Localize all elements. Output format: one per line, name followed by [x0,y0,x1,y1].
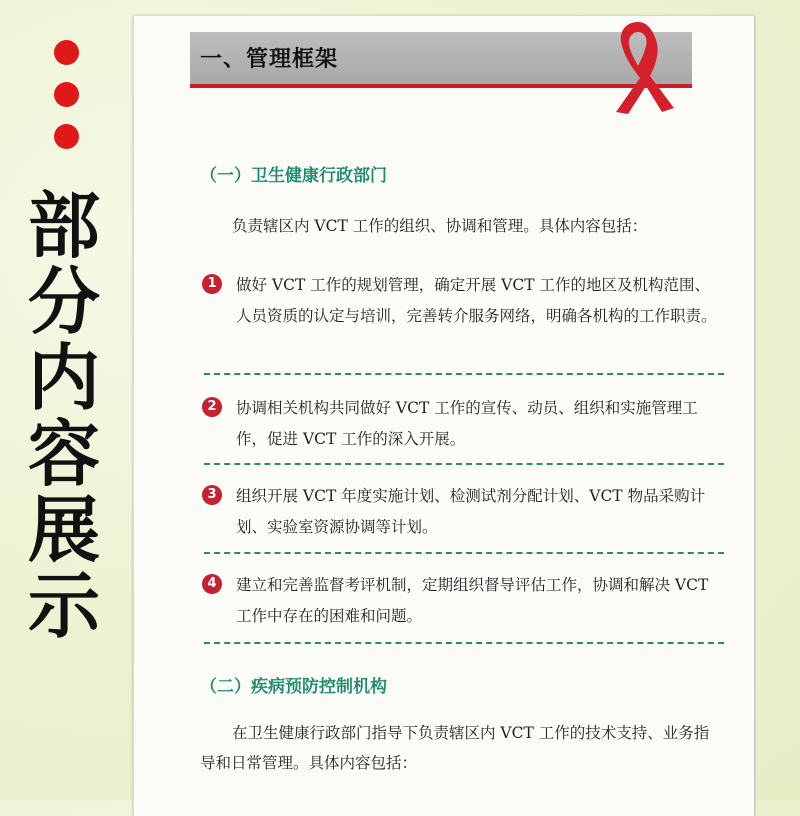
section-heading: （二）疾病预防控制机构 [200,677,387,697]
vertical-title-char: 示 [27,564,100,648]
chapter-title: 一、管理框架 [200,46,339,72]
book-page [133,16,754,816]
dashed-divider [204,552,724,554]
dashed-divider [204,373,724,375]
dashed-divider [204,642,724,644]
item-text: 协调相关机构共同做好 VCT 工作的宣传、动员、组织和实施管理工作，促进 VCT 工作的深入开展。 [236,399,698,448]
section-intro: 负责辖区内 VCT 工作的组织、协调和管理。具体内容包括： [232,217,648,235]
dashed-divider [204,463,724,465]
item-number: 4 [202,574,222,594]
red-ribbon-icon [596,16,680,116]
red-dot [54,124,79,149]
section-intro: 在卫生健康行政部门指导下负责辖区内 VCT 工作的技术支持、业务指导和日常管理。具体内容包括： [200,724,710,772]
item-text: 做好 VCT 工作的规划管理，确定开展 VCT 工作的地区及机构范围、人员资质的认定与培训，完善转介服务网络，明确各机构的工作职责。 [236,276,717,325]
red-dot [54,40,79,65]
decorative-dots [50,40,82,166]
red-dot [54,82,79,107]
vertical-title-char: 部 [27,184,100,268]
vertical-title-char: 分 [27,260,100,344]
vertical-title-char: 内 [27,336,100,420]
item-number: 3 [202,485,222,505]
vertical-title-char: 容 [27,412,100,496]
vertical-title [22,184,106,648]
vertical-title-char: 展 [27,488,100,572]
item-text: 组织开展 VCT 年度实施计划、检测试剂分配计划、VCT 物品采购计划、实验室资源协调等计划。 [236,487,706,536]
item-number: 2 [202,397,222,417]
section-heading: （一）卫生健康行政部门 [200,166,387,186]
item-text: 建立和完善监督考评机制，定期组织督导评估工作，协调和解决 VCT 工作中存在的困难和问题。 [236,576,709,625]
item-number: 1 [202,274,222,294]
